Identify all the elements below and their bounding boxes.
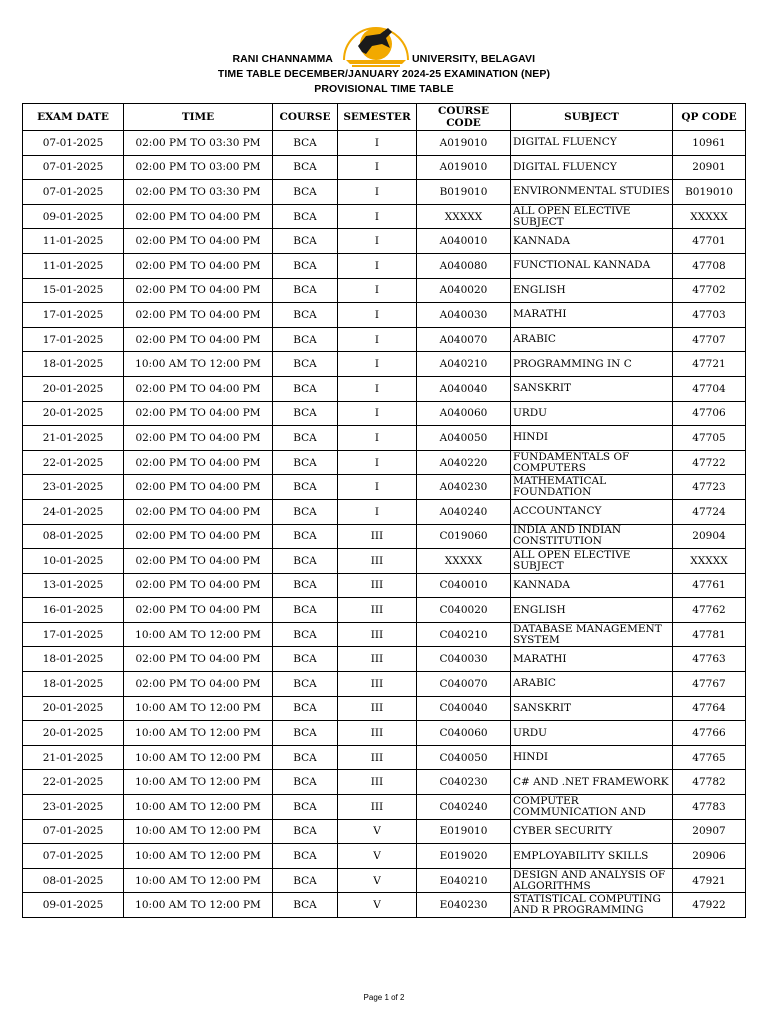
course-cell: BCA [273,696,338,721]
course-code-cell: C040060 [417,721,511,746]
time-cell: 02:00 PM TO 04:00 PM [124,499,273,524]
exam-date-cell: 21-01-2025 [23,426,124,451]
exam-date-cell: 21-01-2025 [23,745,124,770]
table-row [23,844,746,869]
table-row [23,549,746,574]
table-row [23,721,746,746]
table-row [23,672,746,697]
qp-code-cell: XXXXX [673,204,746,229]
exam-date-cell: 16-01-2025 [23,598,124,623]
semester-cell: III [338,696,417,721]
course-code-cell: C040240 [417,795,511,820]
course-cell: BCA [273,868,338,893]
course-code-cell: A040060 [417,401,511,426]
time-cell: 10:00 AM TO 12:00 PM [124,893,273,918]
semester-cell: I [338,303,417,328]
qp-code-cell: 10961 [673,131,746,156]
subject-cell: ENGLISH [511,598,673,623]
course-cell: BCA [273,549,338,574]
table-row [23,868,746,893]
qp-code-cell: 47764 [673,696,746,721]
semester-cell: I [338,426,417,451]
course-code-cell: C040050 [417,745,511,770]
course-cell: BCA [273,573,338,598]
semester-cell: I [338,131,417,156]
exam-date-cell: 20-01-2025 [23,721,124,746]
course-code-cell: C040070 [417,672,511,697]
course-cell: BCA [273,475,338,500]
table-row [23,573,746,598]
qp-code-cell: 20901 [673,155,746,180]
time-cell: 02:00 PM TO 04:00 PM [124,573,273,598]
course-code-cell: XXXXX [417,549,511,574]
exam-date-cell: 11-01-2025 [23,253,124,278]
subject-cell: ALL OPEN ELECTIVE SUBJECT [511,204,673,229]
university-name-left: RANI CHANNAMMA [232,53,333,65]
semester-cell: III [338,795,417,820]
semester-cell: I [338,155,417,180]
semester-cell: V [338,844,417,869]
time-cell: 10:00 AM TO 12:00 PM [124,352,273,377]
course-cell: BCA [273,499,338,524]
time-cell: 02:00 PM TO 04:00 PM [124,426,273,451]
qp-code-cell: 47762 [673,598,746,623]
course-cell: BCA [273,622,338,647]
subject-cell: ALL OPEN ELECTIVE SUBJECT [511,549,673,574]
subject-cell: SANSKRIT [511,696,673,721]
course-code-cell: C019060 [417,524,511,549]
course-cell: BCA [273,401,338,426]
qp-code-cell: 47767 [673,672,746,697]
qp-code-cell: 47783 [673,795,746,820]
time-cell: 02:00 PM TO 04:00 PM [124,475,273,500]
exam-date-cell: 07-01-2025 [23,180,124,205]
course-cell: BCA [273,155,338,180]
course-code-cell: A040070 [417,327,511,352]
subject-cell: FUNDAMENTALS OF COMPUTERS [511,450,673,475]
course-code-cell: A040230 [417,475,511,500]
exam-date-cell: 24-01-2025 [23,499,124,524]
time-cell: 02:00 PM TO 04:00 PM [124,229,273,254]
table-row [23,893,746,918]
subject-cell: COMPUTER COMMUNICATION AND [511,795,673,820]
qp-code-cell: 47705 [673,426,746,451]
course-cell: BCA [273,253,338,278]
course-cell: BCA [273,450,338,475]
time-cell: 02:00 PM TO 04:00 PM [124,647,273,672]
timetable [22,103,746,918]
course-code-cell: A019010 [417,131,511,156]
table-row [23,401,746,426]
time-cell: 10:00 AM TO 12:00 PM [124,844,273,869]
course-code-cell: A040010 [417,229,511,254]
course-code-cell: A040020 [417,278,511,303]
course-code-cell: C040010 [417,573,511,598]
course-code-cell: A040240 [417,499,511,524]
table-row [23,376,746,401]
semester-cell: I [338,327,417,352]
time-cell: 02:00 PM TO 04:00 PM [124,253,273,278]
subject-cell: HINDI [511,745,673,770]
course-code-cell: A040040 [417,376,511,401]
semester-cell: III [338,524,417,549]
course-code-cell: E040230 [417,893,511,918]
page-number: Page 1 of 2 [363,993,405,1002]
semester-cell: III [338,721,417,746]
exam-date-cell: 23-01-2025 [23,795,124,820]
semester-cell: V [338,893,417,918]
subject-cell: DATABASE MANAGEMENT SYSTEM [511,622,673,647]
course-cell: BCA [273,672,338,697]
subject-cell: FUNCTIONAL KANNADA [511,253,673,278]
semester-cell: V [338,819,417,844]
table-row [23,524,746,549]
university-name-right: UNIVERSITY, BELAGAVI [412,53,536,65]
course-cell: BCA [273,229,338,254]
qp-code-cell: 47765 [673,745,746,770]
col-header-course-code: COURSE CODE [417,104,511,131]
exam-date-cell: 22-01-2025 [23,770,124,795]
exam-date-cell: 20-01-2025 [23,696,124,721]
course-cell: BCA [273,376,338,401]
exam-date-cell: 17-01-2025 [23,303,124,328]
table-row [23,204,746,229]
subject-cell: DIGITAL FLUENCY [511,155,673,180]
subject-cell: URDU [511,721,673,746]
time-cell: 02:00 PM TO 04:00 PM [124,278,273,303]
table-row [23,499,746,524]
semester-cell: I [338,180,417,205]
time-cell: 10:00 AM TO 12:00 PM [124,819,273,844]
exam-date-cell: 08-01-2025 [23,524,124,549]
course-code-cell: C040020 [417,598,511,623]
qp-code-cell: 47706 [673,401,746,426]
qp-code-cell: 20907 [673,819,746,844]
time-cell: 02:00 PM TO 04:00 PM [124,376,273,401]
exam-date-cell: 20-01-2025 [23,401,124,426]
col-header-time: TIME [124,104,273,131]
course-cell: BCA [273,844,338,869]
course-cell: BCA [273,278,338,303]
qp-code-cell: 47701 [673,229,746,254]
exam-date-cell: 09-01-2025 [23,893,124,918]
time-cell: 02:00 PM TO 04:00 PM [124,450,273,475]
subject-cell: INDIA AND INDIAN CONSTITUTION [511,524,673,549]
qp-code-cell: 47702 [673,278,746,303]
time-cell: 10:00 AM TO 12:00 PM [124,795,273,820]
qp-code-cell: 47722 [673,450,746,475]
course-cell: BCA [273,352,338,377]
semester-cell: III [338,647,417,672]
subject-cell: ARABIC [511,327,673,352]
exam-date-cell: 23-01-2025 [23,475,124,500]
table-row [23,426,746,451]
course-code-cell: A040050 [417,426,511,451]
table-row [23,278,746,303]
col-header-subject: SUBJECT [511,104,673,131]
course-cell: BCA [273,819,338,844]
course-cell: BCA [273,303,338,328]
semester-cell: III [338,573,417,598]
table-row [23,253,746,278]
semester-cell: I [338,352,417,377]
time-cell: 02:00 PM TO 04:00 PM [124,672,273,697]
qp-code-cell: 47921 [673,868,746,893]
exam-date-cell: 09-01-2025 [23,204,124,229]
qp-code-cell: 47724 [673,499,746,524]
subject-cell: ACCOUNTANCY [511,499,673,524]
time-cell: 10:00 AM TO 12:00 PM [124,745,273,770]
time-cell: 10:00 AM TO 12:00 PM [124,622,273,647]
qp-code-cell: 47922 [673,893,746,918]
course-code-cell: XXXXX [417,204,511,229]
time-cell: 02:00 PM TO 04:00 PM [124,401,273,426]
exam-date-cell: 08-01-2025 [23,868,124,893]
exam-date-cell: 13-01-2025 [23,573,124,598]
course-cell: BCA [273,795,338,820]
subject-cell: ARABIC [511,672,673,697]
qp-code-cell: 47723 [673,475,746,500]
qp-code-cell: B019010 [673,180,746,205]
table-row [23,327,746,352]
semester-cell: III [338,622,417,647]
course-code-cell: C040210 [417,622,511,647]
semester-cell: I [338,475,417,500]
table-row [23,180,746,205]
time-cell: 10:00 AM TO 12:00 PM [124,721,273,746]
semester-cell: III [338,770,417,795]
exam-date-cell: 15-01-2025 [23,278,124,303]
semester-cell: V [338,868,417,893]
table-row [23,745,746,770]
course-cell: BCA [273,770,338,795]
col-header-exam-date: EXAM DATE [23,104,124,131]
subject-cell: SANSKRIT [511,376,673,401]
qp-code-cell: XXXXX [673,549,746,574]
exam-date-cell: 11-01-2025 [23,229,124,254]
time-cell: 02:00 PM TO 04:00 PM [124,303,273,328]
exam-date-cell: 22-01-2025 [23,450,124,475]
table-row [23,795,746,820]
course-code-cell: B019010 [417,180,511,205]
course-cell: BCA [273,647,338,672]
semester-cell: I [338,450,417,475]
course-code-cell: A040080 [417,253,511,278]
table-row [23,155,746,180]
subject-cell: HINDI [511,426,673,451]
course-cell: BCA [273,721,338,746]
col-header-qp-code: QP CODE [673,104,746,131]
course-code-cell: E040210 [417,868,511,893]
qp-code-cell: 47703 [673,303,746,328]
subject-cell: EMPLOYABILITY SKILLS [511,844,673,869]
subject-cell: CYBER SECURITY [511,819,673,844]
page-subtitle: PROVISIONAL TIME TABLE [314,83,454,95]
table-row [23,819,746,844]
qp-code-cell: 47721 [673,352,746,377]
course-cell: BCA [273,524,338,549]
semester-cell: I [338,401,417,426]
time-cell: 02:00 PM TO 04:00 PM [124,598,273,623]
qp-code-cell: 47782 [673,770,746,795]
time-cell: 02:00 PM TO 03:30 PM [124,180,273,205]
subject-cell: MARATHI [511,647,673,672]
semester-cell: I [338,204,417,229]
subject-cell: DIGITAL FLUENCY [511,131,673,156]
course-code-cell: C040030 [417,647,511,672]
time-cell: 02:00 PM TO 03:30 PM [124,131,273,156]
table-row [23,622,746,647]
table-row [23,131,746,156]
subject-cell: STATISTICAL COMPUTING AND R PROGRAMMING [511,893,673,918]
time-cell: 10:00 AM TO 12:00 PM [124,868,273,893]
table-row [23,647,746,672]
page-title: TIME TABLE DECEMBER/JANUARY 2024-25 EXAMINATION (NEP) [217,68,551,80]
exam-date-cell: 18-01-2025 [23,352,124,377]
time-cell: 10:00 AM TO 12:00 PM [124,696,273,721]
course-cell: BCA [273,598,338,623]
table-row [23,696,746,721]
exam-date-cell: 18-01-2025 [23,672,124,697]
course-cell: BCA [273,180,338,205]
subject-cell: ENVIRONMENTAL STUDIES [511,180,673,205]
exam-date-cell: 20-01-2025 [23,376,124,401]
semester-cell: I [338,376,417,401]
time-cell: 02:00 PM TO 04:00 PM [124,327,273,352]
qp-code-cell: 47707 [673,327,746,352]
exam-date-cell: 07-01-2025 [23,131,124,156]
semester-cell: III [338,672,417,697]
exam-date-cell: 10-01-2025 [23,549,124,574]
table-header-row [23,104,746,131]
exam-date-cell: 07-01-2025 [23,844,124,869]
col-header-course: COURSE [273,104,338,131]
table-row [23,475,746,500]
course-code-cell: E019020 [417,844,511,869]
semester-cell: I [338,229,417,254]
qp-code-cell: 20904 [673,524,746,549]
qp-code-cell: 47704 [673,376,746,401]
exam-date-cell: 18-01-2025 [23,647,124,672]
exam-date-cell: 07-01-2025 [23,155,124,180]
table-row [23,598,746,623]
table-row [23,303,746,328]
subject-cell: DESIGN AND ANALYSIS OF ALGORITHMS [511,868,673,893]
exam-date-cell: 17-01-2025 [23,622,124,647]
time-cell: 10:00 AM TO 12:00 PM [124,770,273,795]
course-code-cell: C040040 [417,696,511,721]
course-code-cell: A040030 [417,303,511,328]
subject-cell: KANNADA [511,229,673,254]
subject-cell: MATHEMATICAL FOUNDATION [511,475,673,500]
semester-cell: I [338,253,417,278]
university-logo [336,14,416,70]
semester-cell: III [338,549,417,574]
course-cell: BCA [273,204,338,229]
subject-cell: MARATHI [511,303,673,328]
col-header-semester: SEMESTER [338,104,417,131]
subject-cell: URDU [511,401,673,426]
course-cell: BCA [273,745,338,770]
subject-cell: ENGLISH [511,278,673,303]
semester-cell: III [338,598,417,623]
qp-code-cell: 47781 [673,622,746,647]
time-cell: 02:00 PM TO 04:00 PM [124,204,273,229]
semester-cell: III [338,745,417,770]
course-code-cell: A040210 [417,352,511,377]
table-row [23,450,746,475]
qp-code-cell: 20906 [673,844,746,869]
time-cell: 02:00 PM TO 04:00 PM [124,524,273,549]
subject-cell: C# AND .NET FRAMEWORK [511,770,673,795]
qp-code-cell: 47708 [673,253,746,278]
course-code-cell: A019010 [417,155,511,180]
table-row [23,352,746,377]
qp-code-cell: 47761 [673,573,746,598]
exam-date-cell: 07-01-2025 [23,819,124,844]
course-code-cell: C040230 [417,770,511,795]
table-row [23,770,746,795]
exam-date-cell: 17-01-2025 [23,327,124,352]
course-cell: BCA [273,131,338,156]
semester-cell: I [338,278,417,303]
course-code-cell: E019010 [417,819,511,844]
course-cell: BCA [273,426,338,451]
subject-cell: KANNADA [511,573,673,598]
qp-code-cell: 47766 [673,721,746,746]
semester-cell: I [338,499,417,524]
course-code-cell: A040220 [417,450,511,475]
subject-cell: PROGRAMMING IN C [511,352,673,377]
time-cell: 02:00 PM TO 03:00 PM [124,155,273,180]
qp-code-cell: 47763 [673,647,746,672]
time-cell: 02:00 PM TO 04:00 PM [124,549,273,574]
course-cell: BCA [273,893,338,918]
table-row [23,229,746,254]
course-cell: BCA [273,327,338,352]
